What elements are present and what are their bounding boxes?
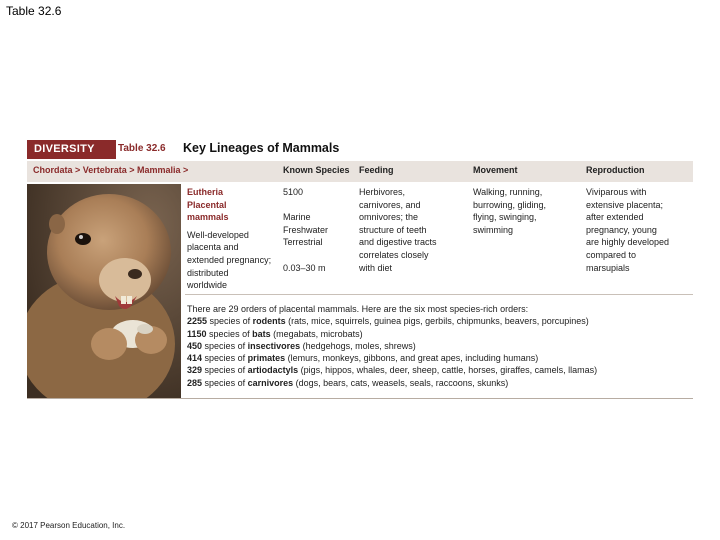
feeding-line: omnivores; the bbox=[359, 212, 419, 223]
known-species-line: Terrestrial bbox=[283, 237, 323, 248]
order-item-rodents bbox=[187, 315, 597, 327]
order-item-artiodactyls bbox=[187, 364, 597, 376]
clade-desc-line: extended pregnancy; bbox=[187, 254, 272, 265]
order-name: rodents bbox=[252, 316, 286, 327]
feeding-line: with diet bbox=[359, 262, 393, 273]
clade-desc-line: distributed bbox=[187, 267, 229, 278]
reproduction-line: marsupials bbox=[586, 262, 630, 273]
order-examples: (megabats, microbats) bbox=[273, 328, 363, 339]
reproduction-line: pregnancy, young bbox=[586, 224, 657, 235]
lineage-breadcrumb: Chordata > Vertebrata > Mammalia > bbox=[33, 165, 189, 175]
order-examples: (rats, mice, squirrels, guinea pigs, gerbils, chipmunks, beavers, porcupines) bbox=[288, 316, 589, 327]
order-mid: species of bbox=[204, 365, 246, 376]
col-feeding: Feeding bbox=[359, 165, 394, 175]
order-mid: species of bbox=[204, 340, 246, 351]
reproduction-cell bbox=[586, 186, 669, 274]
reproduction-line: after extended bbox=[586, 212, 644, 223]
order-count: 285 bbox=[187, 377, 203, 388]
order-examples: (lemurs, monkeys, gibbons, and great apes, including humans) bbox=[287, 353, 539, 364]
slide-title: Table 32.6 bbox=[6, 4, 62, 18]
copyright-footer: © 2017 Pearson Education, Inc. bbox=[12, 521, 126, 530]
order-name: carnivores bbox=[247, 377, 294, 388]
table-bottom-rule bbox=[27, 398, 693, 399]
col-known-species: Known Species bbox=[283, 165, 350, 175]
known-species-line: 0.03–30 m bbox=[283, 262, 326, 273]
order-count: 329 bbox=[187, 365, 203, 376]
order-count: 414 bbox=[187, 353, 203, 364]
reproduction-line: Viviparous with bbox=[586, 187, 647, 197]
known-species-line: Freshwater bbox=[283, 224, 329, 235]
clade-name-line: Placental bbox=[187, 199, 227, 210]
order-count: 1150 bbox=[187, 328, 207, 339]
reproduction-line: extensive placenta; bbox=[586, 199, 664, 210]
col-movement: Movement bbox=[473, 165, 518, 175]
order-mid: species of bbox=[209, 328, 250, 339]
feeding-line: structure of teeth bbox=[359, 224, 427, 235]
order-mid: species of bbox=[204, 353, 246, 364]
clade-name-line: mammals bbox=[187, 212, 229, 223]
movement-line: swimming bbox=[473, 224, 514, 235]
known-species-cell bbox=[283, 186, 328, 274]
reproduction-line: are highly developed bbox=[586, 237, 670, 248]
order-mid: species of bbox=[204, 377, 246, 388]
prairie-dog-illustration bbox=[27, 184, 181, 398]
row-divider bbox=[185, 294, 693, 295]
col-reproduction: Reproduction bbox=[586, 165, 645, 175]
order-name: insectivores bbox=[247, 340, 301, 351]
movement-line: flying, swinging, bbox=[473, 212, 537, 223]
prairie-dog-photo bbox=[27, 184, 181, 398]
order-examples: (pigs, hippos, whales, deer, sheep, cattle, horses, giraffes, camels, llamas) bbox=[300, 365, 598, 376]
order-item-carnivores bbox=[187, 377, 597, 389]
feeding-cell bbox=[359, 186, 437, 274]
order-count: 450 bbox=[187, 340, 203, 351]
known-species-line: 5100 bbox=[283, 187, 304, 197]
order-count: 2255 bbox=[187, 316, 208, 327]
reproduction-line: compared to bbox=[586, 249, 637, 260]
table-number: Table 32.6 bbox=[118, 143, 166, 154]
movement-line: burrowing, gliding, bbox=[473, 199, 547, 210]
order-mid: species of bbox=[209, 316, 251, 327]
clade-desc-line: Well-developed bbox=[187, 229, 249, 240]
known-species-line: Marine bbox=[283, 212, 311, 223]
clade-desc-line: placenta and bbox=[187, 242, 239, 253]
clade-cell bbox=[187, 186, 271, 292]
column-header-bar bbox=[27, 161, 693, 182]
orders-intro: There are 29 orders of placental mammals. Here are the six most species-rich orders: bbox=[187, 304, 529, 314]
order-name: primates bbox=[247, 353, 286, 364]
diversity-tag: DIVERSITY bbox=[27, 140, 116, 159]
orders-list bbox=[187, 303, 597, 389]
clade-name-line: Eutheria bbox=[187, 187, 224, 197]
table-caption: Key Lineages of Mammals bbox=[183, 141, 340, 155]
movement-line: Walking, running, bbox=[473, 187, 543, 197]
order-name: artiodactyls bbox=[247, 365, 299, 376]
clade-desc-line: worldwide bbox=[187, 280, 228, 291]
feeding-line: and digestive tracts bbox=[359, 237, 437, 248]
order-examples: (hedgehogs, moles, shrews) bbox=[302, 340, 416, 351]
order-item-insectivores bbox=[187, 340, 597, 352]
feeding-line: correlates closely bbox=[359, 249, 429, 260]
movement-cell bbox=[473, 186, 546, 236]
known-species-line bbox=[283, 199, 328, 212]
order-examples: (dogs, bears, cats, weasels, seals, raccoons, skunks) bbox=[295, 377, 509, 388]
table-header bbox=[27, 140, 693, 160]
order-item-primates bbox=[187, 352, 597, 364]
order-item-bats bbox=[187, 328, 597, 340]
feeding-line: carnivores, and bbox=[359, 199, 421, 210]
order-name: bats bbox=[252, 328, 271, 339]
feeding-line: Herbivores, bbox=[359, 187, 406, 197]
